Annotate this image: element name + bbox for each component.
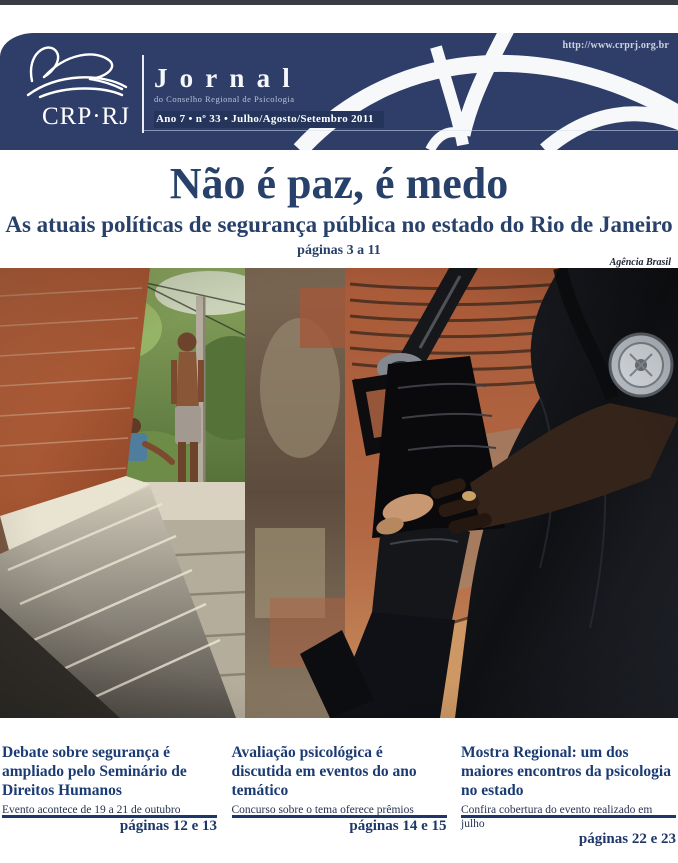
bird-logo-icon bbox=[16, 37, 142, 103]
teaser-subtitle: Concurso sobre o tema oferece prêmios bbox=[231, 803, 414, 816]
journal-title: Jornal bbox=[154, 63, 302, 93]
photo-vignette bbox=[0, 268, 678, 718]
logo-acronym: CRP·RJ bbox=[42, 103, 130, 130]
masthead-divider bbox=[142, 55, 144, 133]
teaser-title: Mostra Regional: um dos maiores encontros da psicologia no estado bbox=[461, 744, 671, 799]
journal-subtitle: do Conselho Regional de Psicologia bbox=[154, 94, 295, 104]
teaser-title: Debate sobre segurança é ampliado pelo Seminário de Direitos Humanos bbox=[2, 744, 187, 799]
masthead-title-block bbox=[154, 65, 384, 128]
teaser-avaliacao-psicologica[interactable] bbox=[231, 744, 447, 834]
cover-photo-illustration bbox=[0, 268, 678, 718]
teaser-pages-ref: páginas 12 e 13 bbox=[119, 817, 217, 834]
teaser-pages-ref: páginas 14 e 15 bbox=[349, 817, 447, 834]
masthead-rule bbox=[143, 130, 678, 131]
top-border-bar bbox=[0, 0, 678, 5]
teaser-pages-ref: páginas 22 e 23 bbox=[578, 831, 676, 848]
crp-logo bbox=[16, 37, 142, 147]
teaser-section bbox=[0, 744, 678, 848]
teaser-subtitle: Confira cobertura do evento realizado em julho bbox=[461, 803, 653, 830]
website-url[interactable]: http://www.crprj.org.br bbox=[562, 40, 669, 51]
main-headline: Não é paz, é medo bbox=[169, 159, 509, 208]
teaser-seminario-direitos-humanos[interactable] bbox=[2, 744, 217, 834]
cover-photo bbox=[0, 268, 678, 718]
teaser-subtitle: Evento acontece de 19 a 21 de outubro bbox=[2, 803, 181, 816]
headline-section bbox=[0, 150, 678, 268]
main-pages-ref: páginas 3 a 11 bbox=[297, 243, 381, 259]
edition-info: Ano 7 • nº 33 • Julho/Agosto/Setembro 2011 bbox=[154, 111, 384, 128]
main-subheadline: As atuais políticas de segurança pública no estado do Rio de Janeiro bbox=[5, 212, 673, 238]
photo-credit: Agência Brasil bbox=[609, 257, 671, 268]
masthead bbox=[0, 33, 678, 150]
teaser-mostra-regional[interactable] bbox=[461, 744, 676, 848]
teaser-title: Avaliação psicológica é discutida em eventos do ano temático bbox=[231, 744, 417, 799]
